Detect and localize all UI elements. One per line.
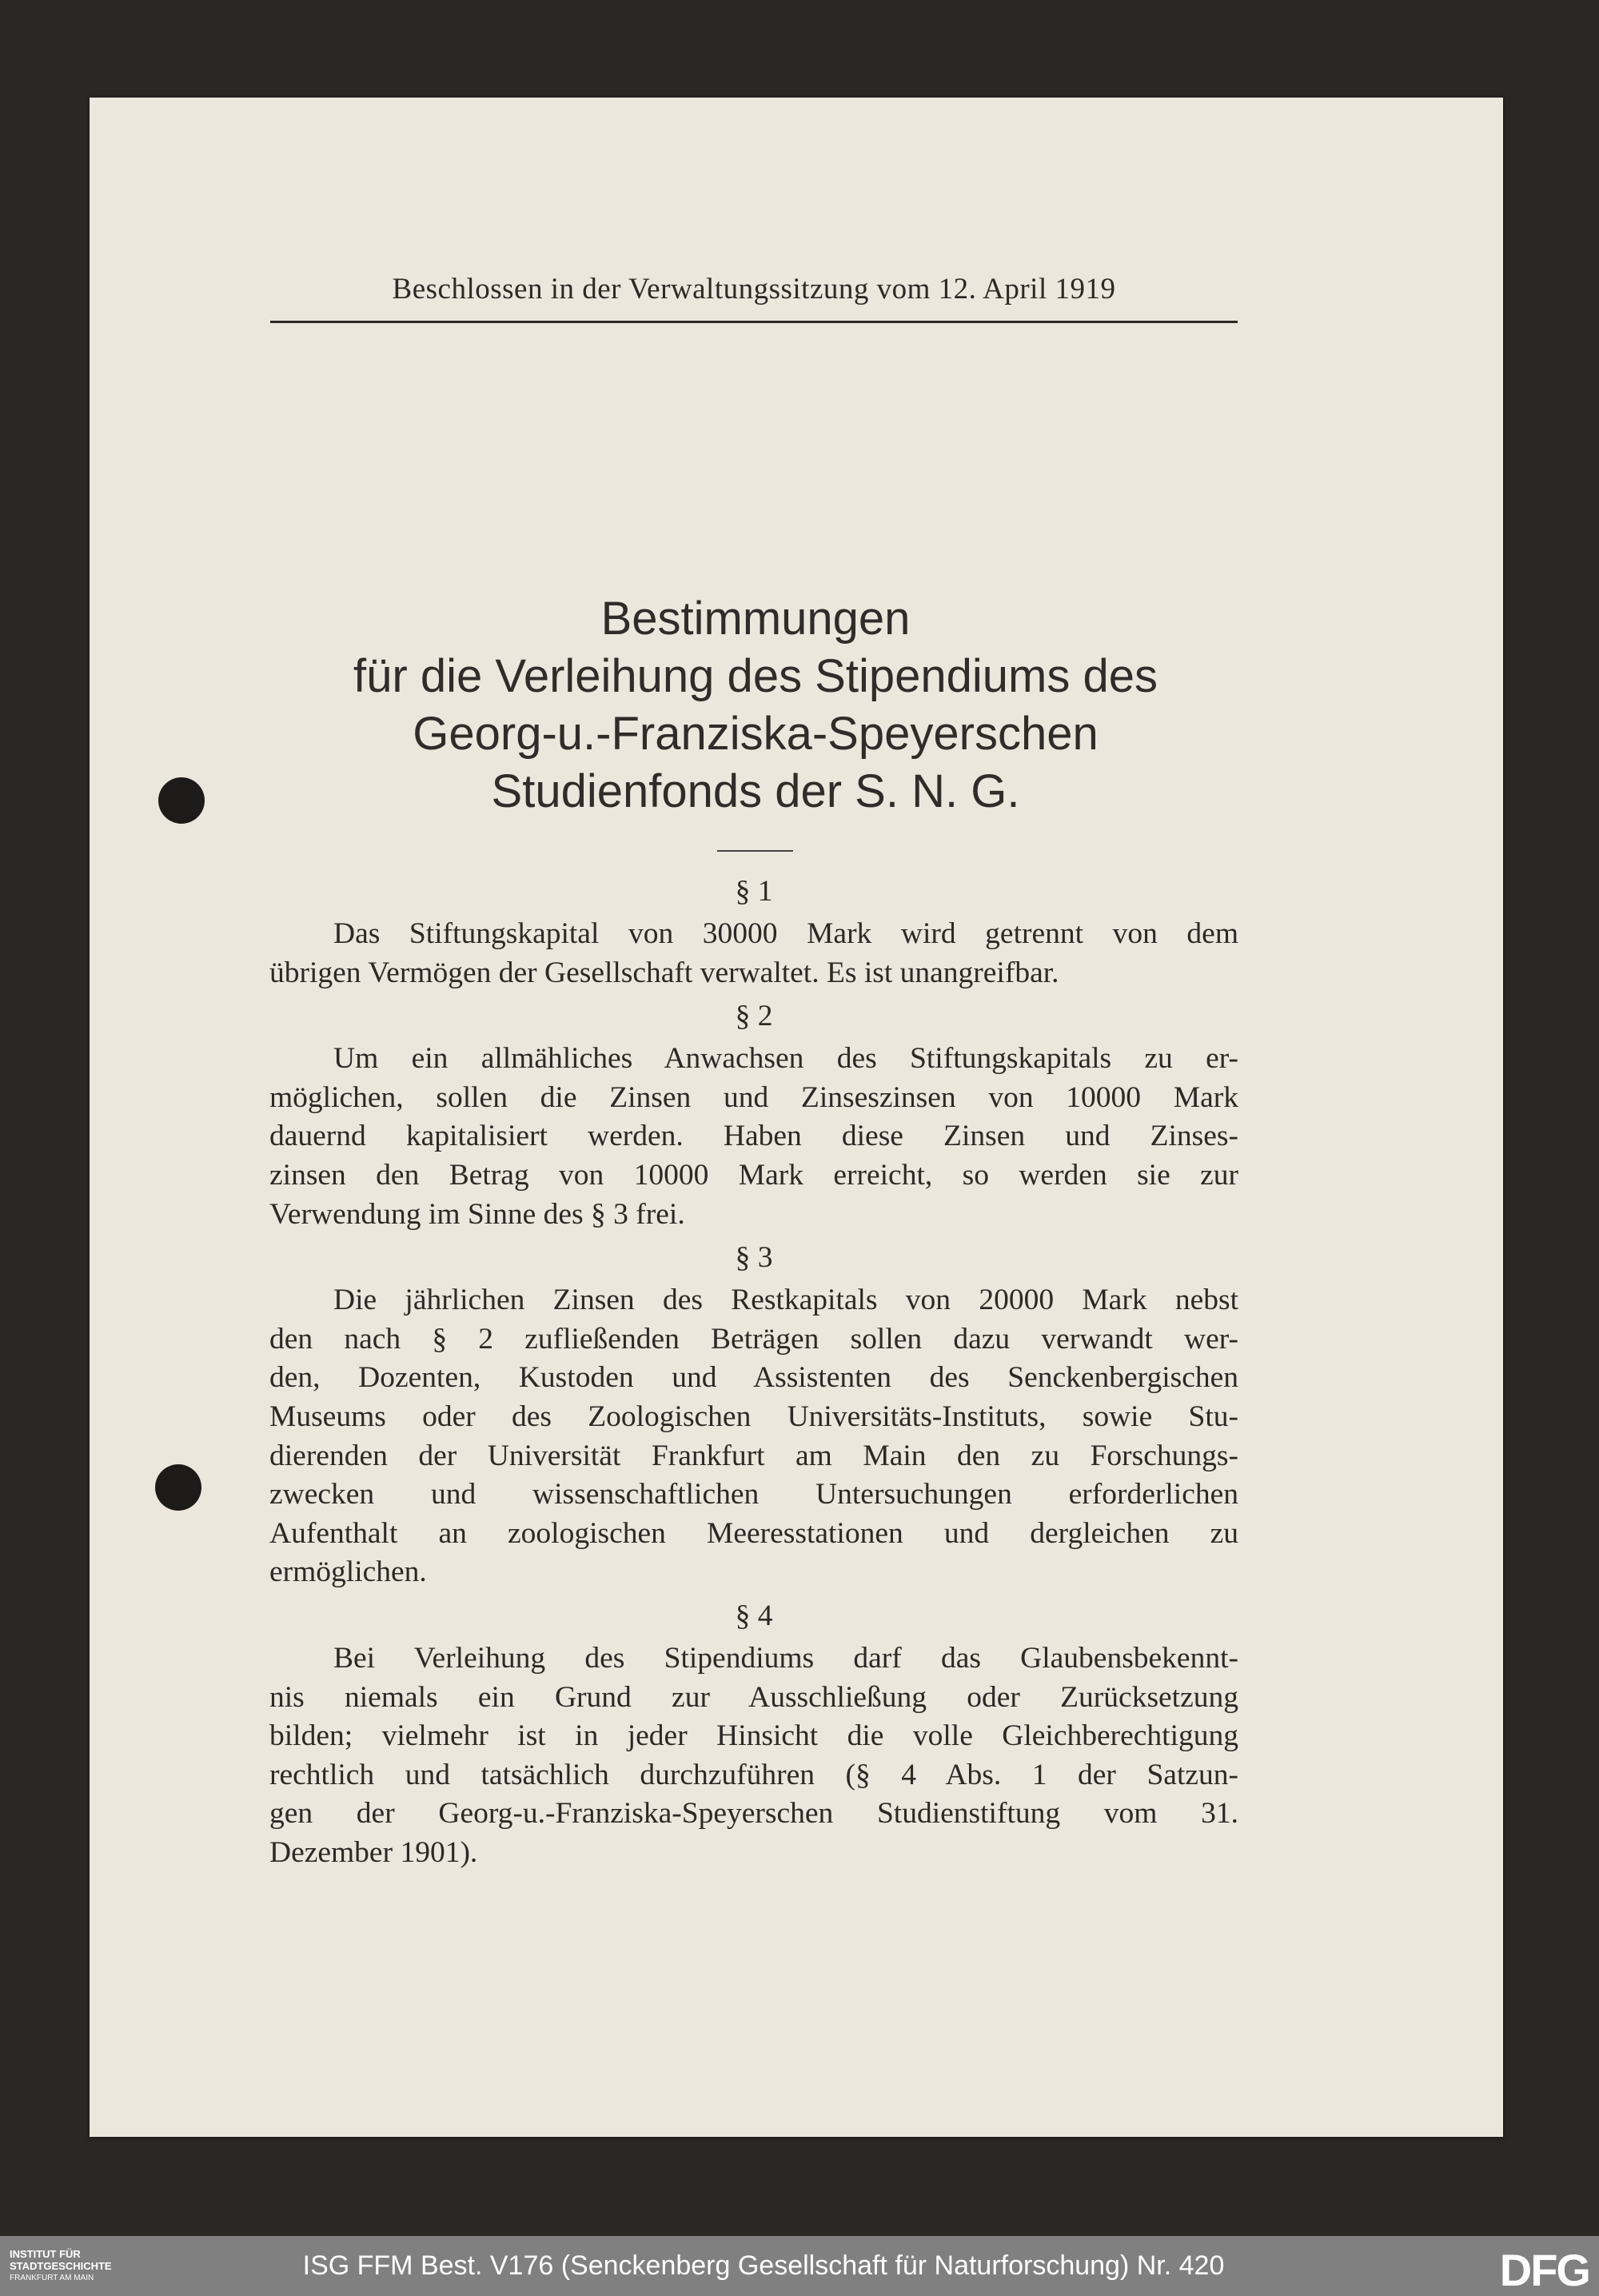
paragraph-line: Das Stiftungskapital von 30000 Mark wird getrennt von dem (333, 917, 1238, 950)
paragraph-line: den, Dozenten, Kustoden und Assistenten des Senckenbergischen (269, 1361, 1238, 1395)
resolution-note: Beschlossen in der Verwaltungssitzung vom 12. April 1919 (392, 273, 1116, 305)
punch-hole (158, 777, 205, 824)
dfg-logo: DFG (1499, 2245, 1589, 2295)
paragraph-line: Aufenthalt an zoologischen Meeresstationen und dergleichen zu (269, 1516, 1238, 1550)
paragraph-line: dauernd kapitalisiert werden. Haben diese Zinsen und Zinses- (269, 1120, 1238, 1153)
paragraph-line: den nach § 2 zufließenden Beträgen sollen dazu verwandt wer- (269, 1322, 1238, 1356)
paragraph-line: gen der Georg-u.-Franziska-Speyerschen Studienstiftung vom 31. (269, 1797, 1238, 1831)
paragraph-line: dierenden der Universität Frankfurt am Main den zu Forschungs- (269, 1439, 1238, 1472)
section-heading: § 3 (735, 1241, 773, 1275)
paragraph-line: rechtlich und tatsächlich durchzuführen (§ 4 Abs. 1 der Satzun- (269, 1758, 1238, 1791)
paragraph-line: Um ein allmähliches Anwachsen des Stiftungskapitals zu er- (333, 1042, 1238, 1076)
punch-hole (155, 1464, 201, 1511)
title-line: Bestimmungen (600, 593, 911, 645)
section (269, 1595, 1238, 1873)
paragraph-line: Dezember 1901). (269, 1835, 478, 1869)
title-divider (717, 850, 793, 852)
title-line: Georg-u.-Franziska-Speyerschen (413, 708, 1099, 760)
paragraph-line: zinsen den Betrag von 10000 Mark erreicht, so werden sie zur (269, 1158, 1238, 1192)
section (269, 1237, 1238, 1592)
paragraph-line: übrigen Vermögen der Gesellschaft verwaltet. Es ist unangreifbar. (269, 956, 1059, 989)
title-line: Studienfonds der S. N. G. (491, 765, 1020, 817)
paragraph-line: nis niemals ein Grund zur Ausschließung oder Zurücksetzung (269, 1680, 1238, 1714)
paragraph-line: zwecken und wissenschaftlichen Untersuchungen erforderlichen (269, 1478, 1238, 1511)
archive-caption: ISG FFM Best. V176 (Senckenberg Gesellschaft für Naturforschung) Nr. 420 (302, 2250, 1225, 2281)
footer-bar (0, 2236, 1599, 2296)
paragraph-line: Die jährlichen Zinsen des Restkapitals von 20000 Mark nebst (333, 1284, 1238, 1317)
title-line: für die Verleihung des Stipendiums des (353, 650, 1158, 702)
section-heading: § 4 (735, 1599, 773, 1632)
section (269, 996, 1238, 1234)
paragraph-line: ermöglichen. (269, 1555, 427, 1589)
document-title (240, 590, 1271, 821)
institute-line: FRANKFURT AM MAIN (10, 2274, 94, 2282)
section (269, 871, 1238, 992)
header-rule (270, 321, 1238, 323)
document-body (269, 868, 1238, 1872)
paragraph-line: Bei Verleihung des Stipendiums darf das Glaubensbekennt- (333, 1641, 1238, 1675)
section-heading: § 1 (735, 875, 773, 908)
paragraph-line: bilden; vielmehr ist in jeder Hinsicht die volle Gleichberechtigung (269, 1719, 1238, 1753)
paragraph-line: möglichen, sollen die Zinsen und Zinseszinsen von 10000 Mark (269, 1080, 1238, 1114)
paragraph-line: Verwendung im Sinne des § 3 frei. (269, 1197, 685, 1231)
section-heading: § 2 (735, 1000, 773, 1033)
paragraph-line: Museums oder des Zoologischen Universitäts-Instituts, sowie Stu- (269, 1400, 1238, 1433)
institute-line: INSTITUT FÜR (10, 2248, 81, 2260)
institute-line: STADTGESCHICHTE (10, 2260, 112, 2272)
